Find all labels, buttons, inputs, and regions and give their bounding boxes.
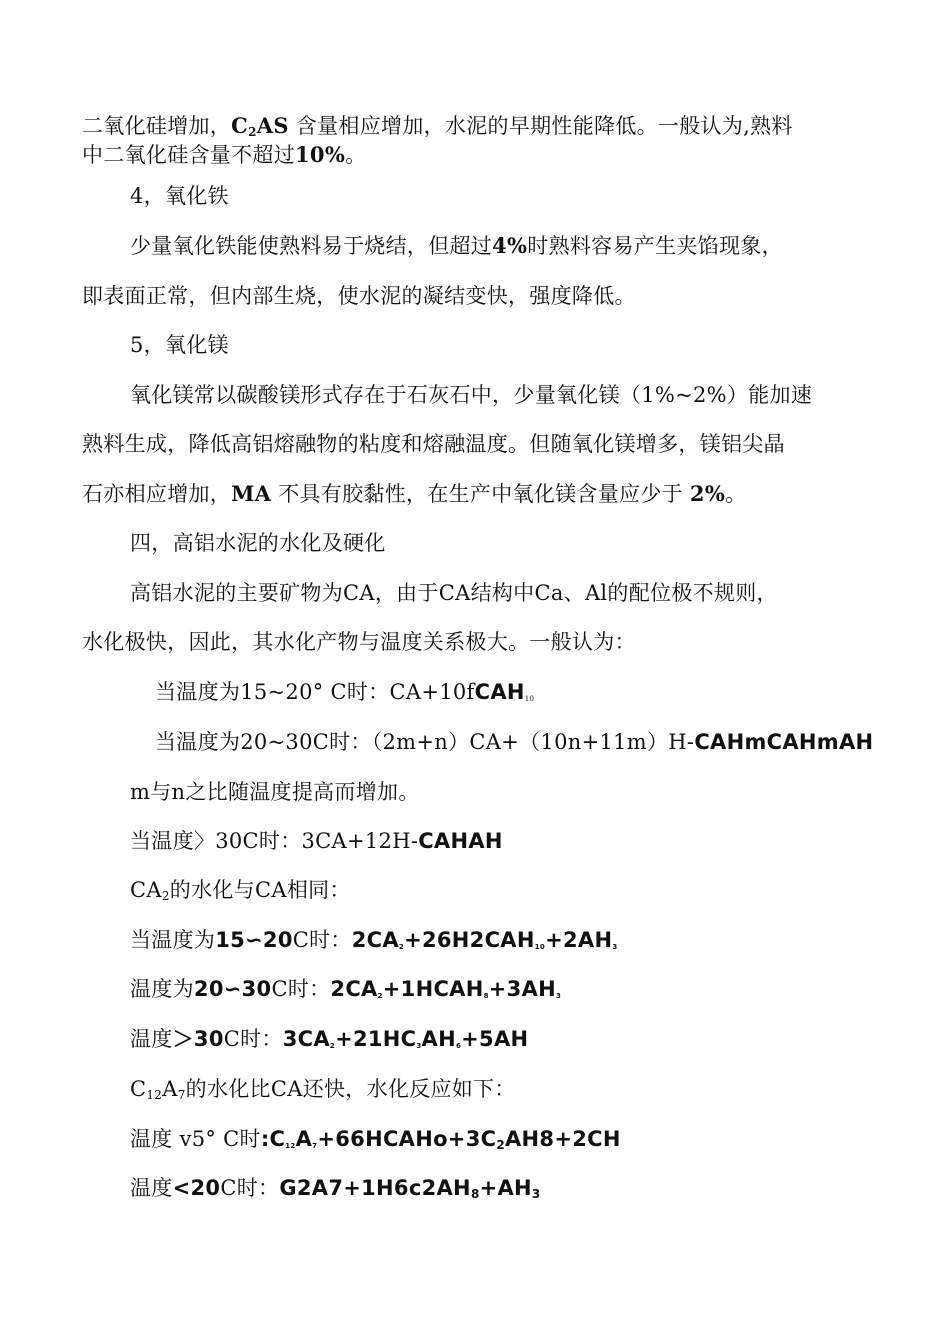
paragraph-line (130, 231, 783, 261)
reaction-line (130, 1124, 621, 1154)
formula-part: +2AH (545, 928, 613, 952)
text: 的水化比CA还快，水化反应如下： (185, 1077, 516, 1101)
formula-subscript: 8 (470, 1187, 480, 1201)
formula-subscript: 3 (416, 1042, 422, 1050)
formula: CAH (474, 680, 525, 704)
text: 不具有胶黏性，在生产中氧化镁含量应少于 (271, 482, 690, 506)
formula: CAHmCAHmAH (694, 730, 874, 754)
formula-subscript: 2 (496, 1138, 505, 1152)
paragraph-line: 水化极快，因此，其水化产物与温度关系极大。一般认为： (82, 630, 636, 654)
formula-subscript: 7 (312, 1142, 318, 1150)
reaction-line (130, 925, 618, 955)
text: 中二氧化硅含量不超过 (82, 143, 295, 167)
text: 时熟料容易产生夹馅现象， (527, 234, 783, 258)
section-heading: 四，高铝水泥的水化及硬化 (130, 531, 386, 555)
formula-part: CA (130, 878, 162, 902)
text: 温度 (130, 1176, 173, 1200)
paragraph-line: 熟料生成，降低高铝熔融物的粘度和熔融温度。但随氧化镁增多，镁铝尖晶 (82, 432, 785, 456)
reaction-line (130, 826, 503, 856)
formula-subscript: 2 (398, 943, 405, 951)
formula-subscript: 7 (177, 1088, 186, 1102)
text: 温度为 (130, 977, 194, 1001)
formula-part: A (162, 1077, 178, 1101)
formula-part: G2A (279, 1176, 329, 1200)
text: C时： (223, 1027, 283, 1051)
formula-subscript: 12 (285, 1142, 296, 1150)
formula-subscript: 3 (531, 1187, 541, 1201)
reaction-line (130, 1024, 528, 1054)
formula (231, 113, 289, 138)
text: 的水化与CA相同： (169, 878, 351, 902)
formula-subscript: 2 (161, 889, 170, 903)
formula-subscript: 8 (483, 992, 489, 1000)
formula-part: 2CA (330, 977, 378, 1001)
text: 。 (725, 482, 747, 506)
text: 当温度为15~20° C时：CA+10f (155, 680, 475, 704)
text: 石亦相应增加， (82, 482, 232, 506)
paragraph-line: 即表面正常，但内部生烧，使水泥的凝结变快，强度降低。 (82, 284, 636, 308)
formula-part: 3CA (282, 1027, 330, 1051)
formula (283, 1027, 529, 1051)
number: 20∽30 (193, 977, 272, 1001)
formula-subscript: 6 (455, 1042, 462, 1050)
formula-part: 7+1H6c2AH (328, 1176, 471, 1200)
reaction-line (130, 974, 561, 1004)
formula-part: +21HC (335, 1027, 417, 1051)
paragraph-line: 高铝水泥的主要矿物为CA，由于CA结构中Ca、Al的配位极不规则， (130, 581, 778, 605)
formula-subscript: 10 (524, 695, 535, 703)
formula-subscript: 2 (377, 992, 383, 1000)
formula-subscript: 12 (146, 1088, 163, 1102)
formula-part: :C (260, 1127, 286, 1151)
formula-part: +1HCAH (382, 977, 484, 1001)
number: 15∽20 (215, 928, 293, 952)
formula-part: A (295, 1127, 313, 1151)
formula-part: AS (256, 113, 289, 138)
reaction-line (155, 677, 534, 707)
formula-part: C (130, 1077, 147, 1101)
formula-part: +26H2CAH (404, 928, 535, 952)
formula-part: +AH (479, 1176, 532, 1200)
formula (261, 1127, 621, 1151)
section-heading: 5，氧化镁 (130, 333, 229, 357)
formula-part: C (231, 113, 249, 138)
reaction-line (155, 727, 873, 757)
text: 含量相应增加，水泥的早期性能降低。一般认为,熟料 (288, 114, 793, 138)
formula-subscript: 2 (248, 125, 257, 139)
paragraph-line (82, 111, 793, 141)
text: C时： (271, 977, 331, 1001)
text: 少量氧化铁能使熟料易于烧结，但超过 (130, 234, 493, 258)
text: 当温度为20~30C时：（2m+n）CA+（10n+11m）H- (155, 730, 695, 754)
text: 温度 v5° C时 (130, 1127, 261, 1151)
section-heading: 4，氧化铁 (130, 184, 229, 208)
text: 当温度〉30C时：3CA+12H- (130, 829, 419, 853)
paragraph-line: 氧化镁常以碳酸镁形式存在于石灰石中，少量氧化镁（1%~2%）能加速 (130, 383, 813, 407)
formula-part: AH8+2CH (504, 1127, 621, 1151)
formula (352, 928, 618, 952)
text: 。 (345, 143, 367, 167)
text: 温度 (130, 1027, 173, 1051)
reaction-line (130, 1173, 541, 1203)
formula: MA (231, 481, 272, 506)
formula-part: 2CA (351, 928, 399, 952)
formula-subscript: 3 (556, 992, 562, 1000)
formula: CAHAH (418, 829, 503, 853)
number: <20 (172, 1176, 221, 1200)
text: C时： (292, 928, 352, 952)
formula-subscript: 10 (534, 943, 546, 951)
paragraph-line (82, 140, 366, 170)
formula-subscript: 3 (612, 943, 618, 951)
text: C时： (220, 1176, 280, 1200)
number: 4% (492, 233, 528, 258)
formula (279, 1176, 540, 1200)
formula-part: +5AH (461, 1027, 529, 1051)
number: 2% (689, 481, 726, 506)
text: 二氧化硅增加， (82, 114, 232, 138)
paragraph-line (130, 875, 351, 905)
formula-subscript: 2 (329, 1042, 336, 1050)
paragraph-line (130, 1074, 516, 1104)
formula-part: +3AH (488, 977, 557, 1001)
number: 10% (295, 142, 346, 167)
number: ＞30 (172, 1027, 224, 1051)
formula-part: AH (421, 1027, 456, 1051)
formula (330, 977, 561, 1001)
paragraph-line (82, 479, 746, 509)
text: 当温度为 (130, 928, 216, 952)
formula-part: +66HCAHo+3C (317, 1127, 497, 1151)
paragraph-line: m与n之比随温度提高而增加。 (130, 780, 420, 804)
